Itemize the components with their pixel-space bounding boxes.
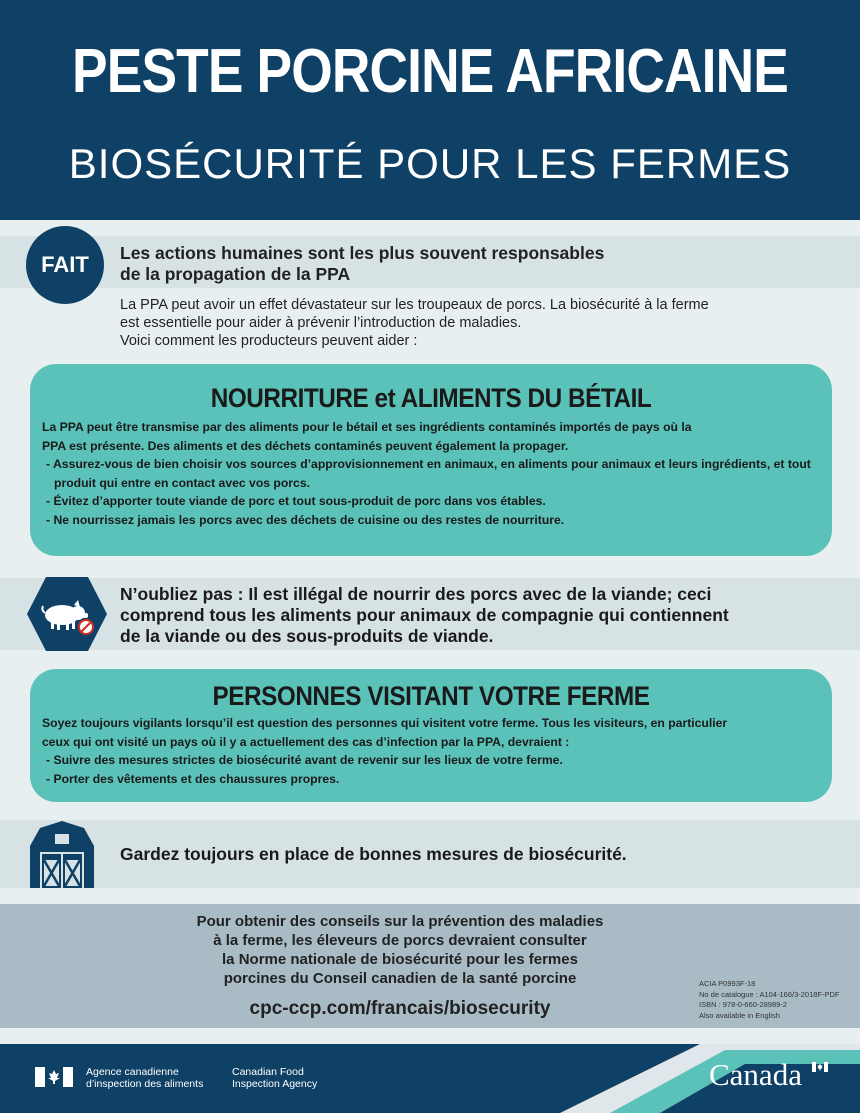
reminder-text: Gardez toujours en place de bonnes mesures de biosécurité. <box>120 844 627 864</box>
feed-heading: NOURRITURE et ALIMENTS DU BÉTAIL <box>210 383 652 413</box>
feed-bullet: - Assurez-vous de bien choisir vos sources d’approvisionnement en animaux, en aliments pour animaux et leurs ingrédients, et tout produit qui entre en contact avec vos porcs. <box>46 457 811 490</box>
warning-line: N’oubliez pas : Il est illégal de nourrir des porcs avec de la viande; ceci <box>120 584 712 604</box>
feed-body <box>30 418 832 529</box>
info-line: à la ferme, les éleveurs de porcs devraient consulter <box>213 932 587 949</box>
visitors-bullet: - Porter des vêtements et des chaussures propres. <box>46 771 340 786</box>
agency-name-french <box>86 1066 203 1090</box>
catalog-english: Also available in English <box>699 1010 780 1020</box>
visitors-intro-line: ceux qui ont visité un pays où il y a actuellement des cas d’infection par la PPA, devraient : <box>42 734 570 749</box>
catalog-isbn: ISBN : 978-0-660-28989-2 <box>699 1000 787 1009</box>
visitors-intro-line: Soyez toujours vigilants lorsqu’il est question des personnes qui visitent votre ferme. Tous les visiteurs, en particulier <box>42 716 728 730</box>
agency-en-line: Inspection Agency <box>232 1078 318 1090</box>
info-url-link[interactable]: cpc-ccp.com/francais/biosecurity <box>249 998 551 1019</box>
agency-en-line: Canadian Food <box>232 1066 304 1078</box>
fact-body-line: est essentielle pour aider à prévenir l’introduction de maladies. <box>120 315 522 331</box>
agency-name-english <box>232 1066 317 1090</box>
warning-line: comprend tous les aliments pour animaux de compagnie qui contiennent <box>120 605 729 625</box>
wordmark-flag-icon <box>812 1062 828 1072</box>
agency-fr-line: d’inspection des aliments <box>86 1078 204 1090</box>
info-line: Pour obtenir des conseils sur la prévention des maladies <box>196 913 604 930</box>
fact-badge: FAIT <box>26 226 104 304</box>
canada-wordmark: Canada <box>709 1057 802 1092</box>
header-banner <box>0 0 860 220</box>
feed-intro-line: PPA est présente. Des aliments et des déchets contaminés peuvent également la propager. <box>42 438 569 453</box>
warning-line: de la viande ou des sous-produits de viande. <box>120 626 494 646</box>
feed-intro-line: La PPA peut être transmise par des aliments pour le bétail et ses ingrédients contaminés importés de pays où la <box>42 420 692 434</box>
catalog-info <box>699 979 840 1021</box>
feed-bullet: - Ne nourrissez jamais les porcs avec des déchets de cuisine ou des restes de nourriture. <box>46 512 565 527</box>
feed-bullet: - Évitez d’apporter toute viande de porc et tout sous-produit de porc dans vos étables. <box>46 494 546 508</box>
info-line: porcines du Conseil canadien de la santé porcine <box>223 970 577 987</box>
fact-title <box>120 243 820 285</box>
catalog-number: No de catalogue : A104-166/3-2018F-PDF <box>699 989 840 999</box>
warning-text <box>120 584 840 647</box>
fact-body-line: La PPA peut avoir un effet dévastateur sur les troupeaux de porcs. La biosécurité à la ferme <box>120 297 709 313</box>
barn-icon <box>28 820 96 890</box>
info-line: la Norme nationale de biosécurité pour les fermes <box>222 951 578 968</box>
fact-body <box>120 296 840 350</box>
pig-no-meat-icon <box>26 575 108 653</box>
visitors-heading: PERSONNES VISITANT VOTRE FERME <box>212 681 650 711</box>
visitors-panel <box>30 669 832 802</box>
agency-fr-line: Agence canadienne <box>86 1066 179 1078</box>
fact-title-line: de la propagation de la PPA <box>120 264 351 284</box>
fact-title-line: Les actions humaines sont les plus souvent responsables <box>120 243 605 263</box>
feed-panel <box>30 364 832 556</box>
visitors-body <box>30 714 832 788</box>
canada-flag-icon <box>35 1067 73 1087</box>
info-text <box>140 912 660 988</box>
fact-body-line: Voici comment les producteurs peuvent aider : <box>120 333 418 349</box>
visitors-bullet: - Suivre des mesures strictes de biosécurité avant de revenir sur les lieux de votre ferme. <box>46 753 563 767</box>
page-subtitle: BIOSÉCURITÉ POUR LES FERMES <box>68 140 792 187</box>
page-title: PESTE PORCINE AFRICAINE <box>72 37 788 106</box>
catalog-ref: ACIA P0993F-18 <box>699 979 756 988</box>
